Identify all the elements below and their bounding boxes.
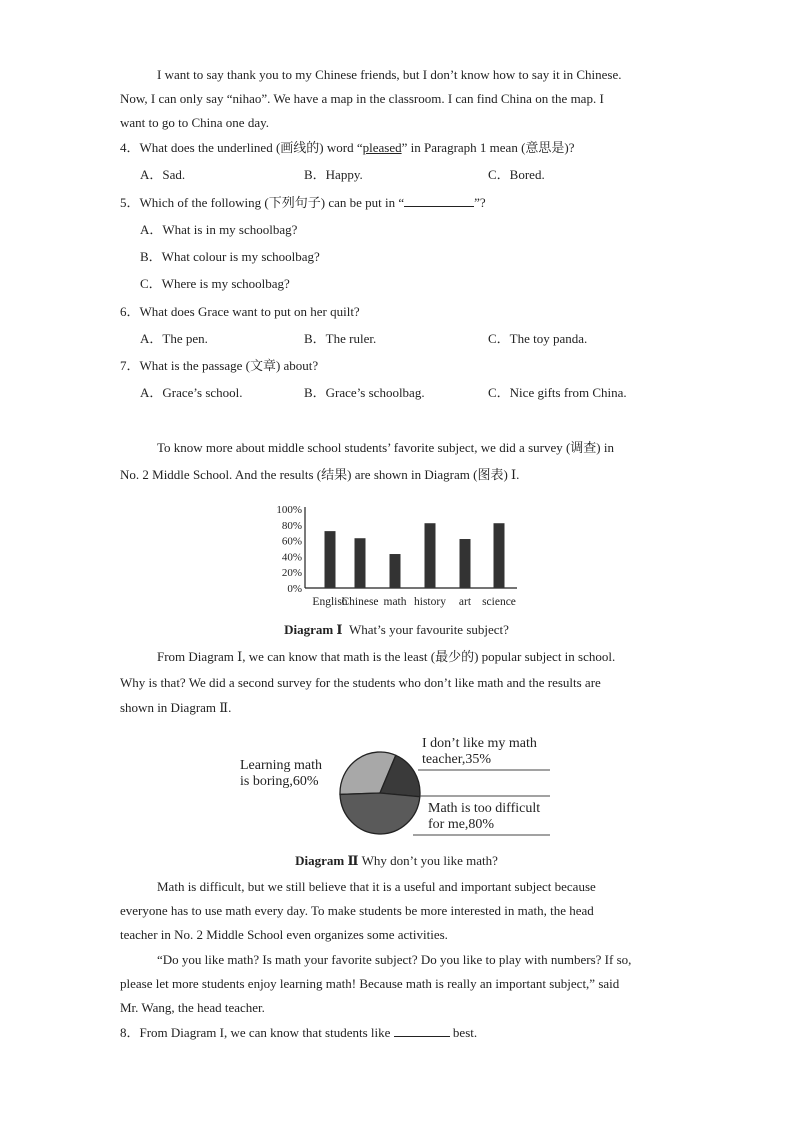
q8-prefix: 8．From Diagram I, we can know that students like: [120, 1025, 391, 1040]
q5-suffix: ”?: [474, 195, 486, 210]
bar-y-tick-label: 80%: [281, 519, 302, 532]
q5-option-c[interactable]: C．Where is my schoolbag?: [140, 276, 290, 291]
q4-suffix: ” in Paragraph 1 mean (意思是)?: [401, 140, 575, 155]
para5-line3: Mr. Wang, the head teacher.: [120, 1000, 265, 1015]
para1-line2: Now, I can only say “nihao”. We have a map in the classroom. I can find China on the map. I: [120, 91, 604, 106]
bar-x-tick-label: history: [414, 596, 446, 608]
para4-line2: everyone has to use math every day. To make students be more interested in math, the head: [120, 903, 594, 918]
para3-line1: From Diagram Ⅰ, we can know that math is the least (最少的) popular subject in school.: [157, 649, 616, 664]
bar-math: [390, 554, 401, 588]
q8-blank[interactable]: [394, 1036, 450, 1037]
diagram1-label: Diagram Ⅰ: [284, 622, 343, 637]
question-4: [120, 140, 680, 156]
bar-history: [425, 523, 436, 588]
q6-option-c[interactable]: C．The toy panda.: [488, 331, 588, 346]
diagram2-caption-text: Why don’t you like math?: [361, 853, 498, 868]
question-5: [120, 195, 680, 211]
para1-line3: want to go to China one day.: [120, 115, 269, 130]
bar-x-tick-label: art: [458, 596, 472, 608]
q5-blank: [404, 206, 474, 207]
bar-y-tick-label: 60%: [281, 535, 302, 548]
diagram1-caption: [0, 622, 793, 638]
q5-prefix: 5．Which of the following (下列句子) can be put in “: [120, 195, 405, 210]
bar-x-tick-label: English: [312, 596, 348, 608]
bar-x-tick-label: Chinese: [341, 596, 379, 608]
q7-option-b[interactable]: B．Grace’s schoolbag.: [304, 385, 425, 400]
para4-line3: teacher in No. 2 Middle School even organizes some activities.: [120, 927, 448, 942]
para2-line2: No. 2 Middle School. And the results (结果) are shown in Diagram (图表) Ⅰ.: [120, 467, 520, 482]
diagram1-caption-text: What’s your favourite subject?: [349, 622, 509, 637]
para2-line1: To know more about middle school students’ favorite subject, we did a survey (调查) in: [157, 440, 614, 455]
dislike-math-pie-chart: [235, 728, 555, 846]
bar-y-tick-label: 20%: [281, 567, 302, 580]
favourite-subject-bar-chart: [265, 498, 530, 616]
bar-x-tick-label: math: [383, 596, 407, 608]
bar-y-tick-label: 0%: [287, 583, 302, 595]
q4-option-a[interactable]: A．Sad.: [140, 167, 186, 182]
para5-line1: “Do you like math? Is math your favorite subject? Do you like to play with numbers? If so,: [157, 952, 632, 967]
bar-science: [494, 523, 505, 588]
q8-suffix: best.: [452, 1025, 478, 1040]
q5-option-b[interactable]: B．What colour is my schoolbag?: [140, 249, 320, 264]
para3-line2: Why is that? We did a second survey for the students who don’t like math and the results are: [120, 675, 601, 690]
bar-english: [325, 531, 336, 588]
pie-slice-label: I don’t like my math: [422, 736, 537, 751]
question-6: 6．What does Grace want to put on her quilt?: [120, 304, 360, 319]
q4-underlined-word: pleased: [362, 140, 402, 155]
para4-line1: Math is difficult, but we still believe that it is a useful and important subject because: [157, 879, 596, 894]
para5-line2: please let more students enjoy learning math! Because math is really an important subject,” said: [120, 976, 620, 991]
pie-slice-label: Math is too difficult: [428, 801, 541, 816]
pie-slice-3: [340, 793, 420, 834]
pie-slice-label: is boring,60%: [240, 774, 319, 789]
q7-option-a[interactable]: A．Grace’s school.: [140, 385, 243, 400]
bar-x-tick-label: science: [482, 596, 516, 608]
bar-art: [460, 539, 471, 588]
q4-prefix: 4．What does the underlined (画线的) word “: [120, 140, 363, 155]
q5-option-a[interactable]: A．What is in my schoolbag?: [140, 222, 298, 237]
bar-chinese: [355, 538, 366, 588]
question-7: 7．What is the passage (文章) about?: [120, 358, 319, 373]
para1-line1: I want to say thank you to my Chinese friends, but I don’t know how to say it in Chinese.: [157, 67, 622, 82]
q4-option-b[interactable]: B．Happy.: [304, 167, 363, 182]
q6-option-a[interactable]: A．The pen.: [140, 331, 208, 346]
pie-slice-label: for me,80%: [428, 817, 495, 832]
q4-option-c[interactable]: C．Bored.: [488, 167, 545, 182]
bar-y-tick-label: 40%: [281, 551, 302, 564]
pie-slice-label: Learning math: [240, 758, 323, 773]
question-8: [120, 1025, 680, 1041]
diagram2-label: Diagram Ⅱ: [295, 853, 359, 868]
bar-y-tick-label: 100%: [276, 504, 302, 516]
diagram2-caption: [0, 853, 793, 869]
q7-option-c[interactable]: C．Nice gifts from China.: [488, 385, 627, 400]
para3-line3: shown in Diagram Ⅱ.: [120, 700, 232, 715]
pie-slice-label: teacher,35%: [422, 752, 492, 767]
q6-option-b[interactable]: B．The ruler.: [304, 331, 377, 346]
